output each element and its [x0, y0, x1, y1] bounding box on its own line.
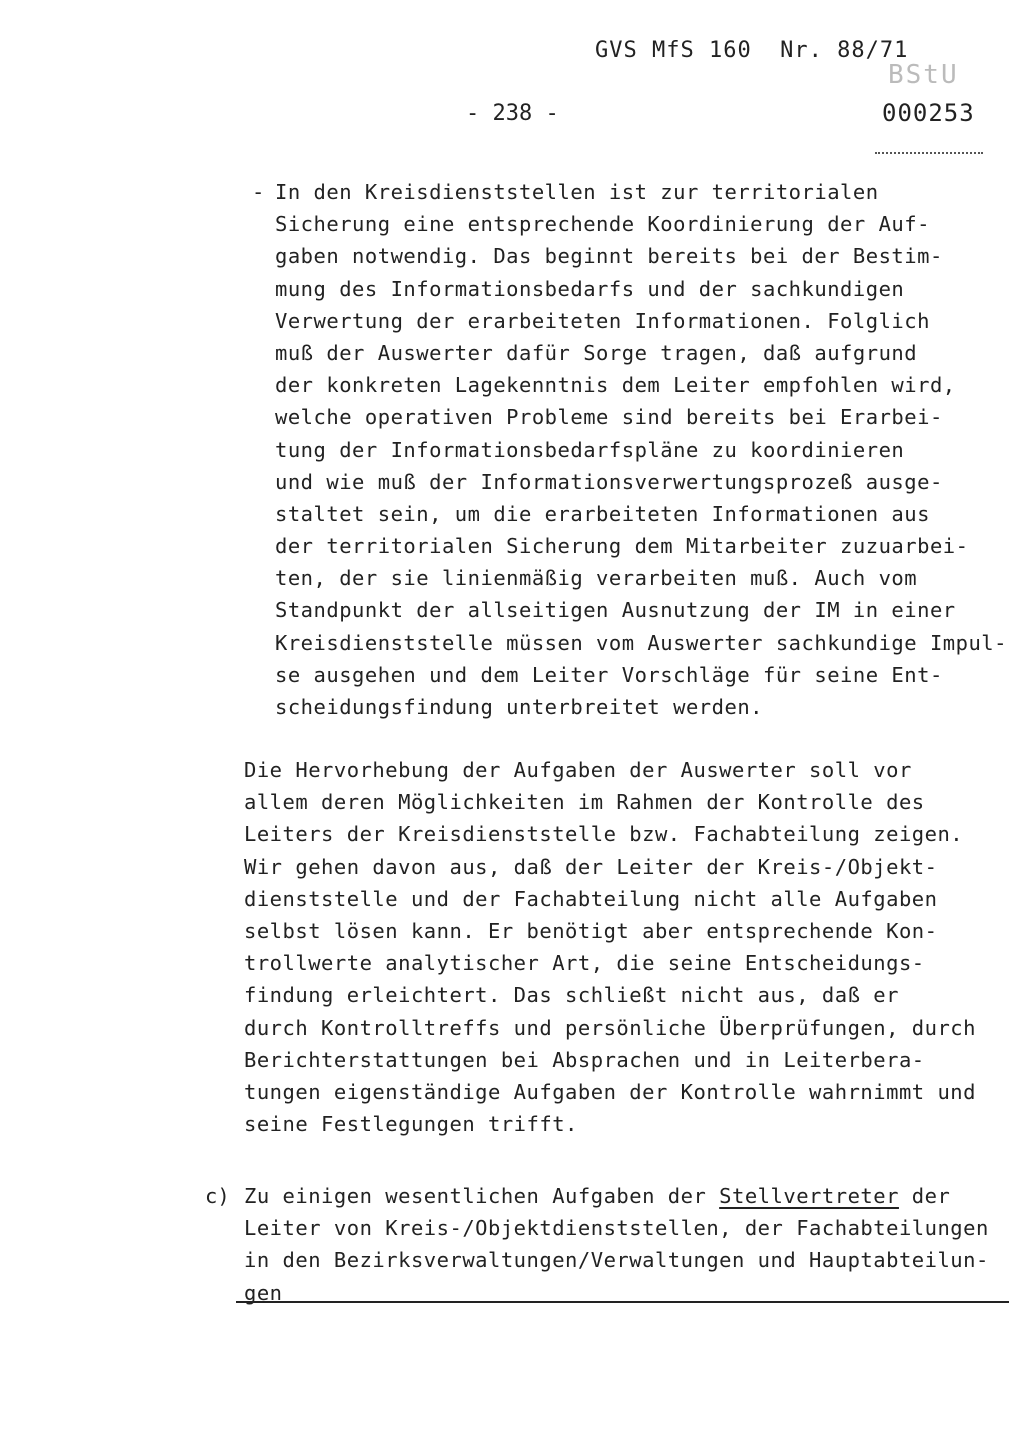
text-line: und wie muß der Informationsverwertungsprozeß ausge- [275, 469, 943, 494]
text-line: seine Festlegungen trifft. [244, 1112, 578, 1137]
underlined-term: Stellvertreter [719, 1184, 899, 1208]
text-line: In den Kreisdienststellen ist zur territorialen [275, 180, 879, 204]
text-line: findung erleichtert. Das schließt nicht aus, daß er [244, 983, 899, 1008]
text-line: tungen eigenständige Aufgaben der Kontrolle wahrnimmt und [244, 1079, 976, 1104]
text-line: ten, der sie linienmäßig verarbeiten muß. Auch vom [275, 566, 918, 591]
text-line: Leiters der Kreisdienststelle bzw. Fachabteilung zeigen. [244, 822, 964, 847]
heading-text: Zu einigen wesentlichen Aufgaben der [244, 1184, 720, 1208]
document-reference: GVS MfS 160 Nr. 88/71 [595, 38, 909, 63]
text-line: Verwertung der erarbeiteten Informationen. Folglich [275, 308, 930, 333]
heading-line: gen [244, 1280, 283, 1305]
text-line: gaben notwendig. Das beginnt bereits bei der Bestim- [275, 244, 943, 269]
header-rule [875, 152, 983, 154]
text-line: tung der Informationsbedarfspläne zu koordinieren [275, 437, 905, 462]
heading-text: der [898, 1184, 951, 1208]
heading-line [244, 1180, 989, 1212]
text-line: Die Hervorhebung der Aufgaben der Auswerter soll vor [244, 758, 912, 782]
bullet-marker: - [252, 180, 265, 204]
text-line: mung des Informationsbedarfs und der sachkundigen [275, 276, 905, 301]
section-heading [244, 1180, 989, 1309]
text-line: Berichterstattungen bei Absprachen und in Leiterbera- [244, 1047, 925, 1072]
text-line: Wir gehen davon aus, daß der Leiter der Kreis-/Objekt- [244, 854, 938, 879]
text-line: selbst lösen kann. Er benötigt aber entsprechende Kon- [244, 918, 938, 943]
text-line: allem deren Möglichkeiten im Rahmen der Kontrolle des [244, 790, 925, 815]
text-line: trollwerte analytischer Art, die seine Entscheidungs- [244, 951, 925, 976]
section-label: c) [205, 1184, 230, 1208]
heading-underline [236, 1301, 1009, 1303]
bullet-paragraph [275, 176, 1007, 723]
text-line: muß der Auswerter dafür Sorge tragen, daß aufgrund [275, 340, 918, 365]
text-line: durch Kontrolltreffs und persönliche Überprüfungen, durch [244, 1015, 976, 1040]
heading-line: Leiter von Kreis-/Objektdienststellen, der Fachabteilungen [244, 1216, 989, 1241]
page-number: - 238 - [466, 101, 559, 126]
archive-number: 000253 [882, 99, 975, 127]
text-line: Standpunkt der allseitigen Ausnutzung der IM in einer [275, 598, 956, 623]
text-line: dienststelle und der Fachabteilung nicht alle Aufgaben [244, 886, 938, 911]
text-line: staltet sein, um die erarbeiteten Informationen aus [275, 501, 930, 526]
text-line: welche operativen Probleme sind bereits bei Erarbei- [275, 405, 943, 430]
heading-line: in den Bezirksverwaltungen/Verwaltungen und Hauptabteilun- [244, 1248, 989, 1273]
text-line: se ausgehen und dem Leiter Vorschläge für seine Ent- [275, 662, 943, 687]
body-paragraph [244, 754, 976, 1140]
text-line: Kreisdienststelle müssen vom Auswerter sachkundige Impul- [275, 630, 1007, 655]
archive-mark: BStU [888, 60, 959, 90]
text-line: Sicherung eine entsprechende Koordinierung der Auf- [275, 212, 930, 237]
text-line: scheidungsfindung unterbreitet werden. [275, 695, 763, 719]
text-line: der territorialen Sicherung dem Mitarbeiter zuzuarbei- [275, 534, 969, 559]
text-line: der konkreten Lagekenntnis dem Leiter empfohlen wird, [275, 373, 956, 398]
